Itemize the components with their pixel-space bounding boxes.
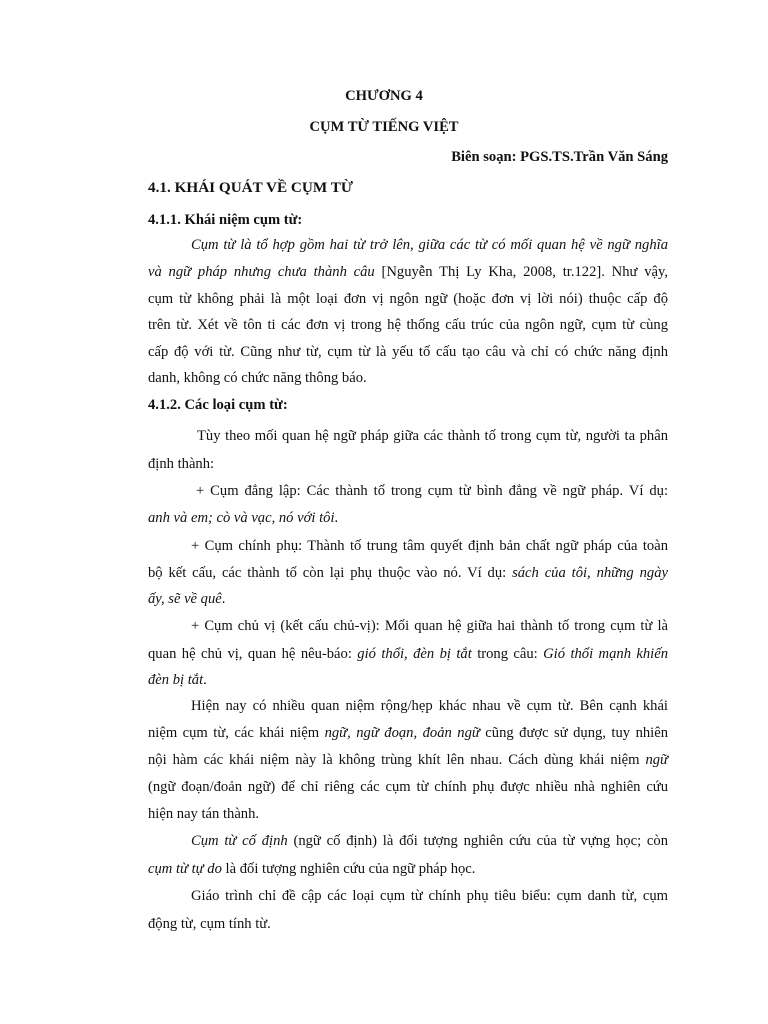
fixed-text: (ngữ cố định) là đối tượng nghiên cứu của từ vựng học; còn [287,833,668,849]
types-intro-line-2: định thành: [148,456,215,472]
views-line-5: hiện nay tán thành. [148,806,260,822]
definition-line-6: danh, không có chức năng thông báo. [148,370,367,386]
scope-line-2: động từ, cụm tính từ. [148,916,271,932]
coordinate-line-1: + Cụm đẳng lập: Các thành tố trong cụm từ bình đẳng về ngữ pháp. Ví dụ: [196,483,668,499]
section-heading-4-1-1: 4.1.1. Khái niệm cụm từ: [148,212,303,228]
section-heading-4-1: 4.1. KHÁI QUÁT VỀ CỤM TỪ [148,179,353,196]
free-term: cụm từ tự do [148,861,222,877]
fixed-term: Cụm từ cố định [191,833,288,849]
subordinate-text: bộ kết cấu, các thành tố còn lại phụ thuộc vào nó. Ví dụ: [148,565,513,581]
sp-text-c: trong câu: [471,646,544,662]
scope-line-1: Giáo trình chỉ đề cập các loại cụm từ chính phụ tiêu biểu: cụm danh từ, cụm [191,888,668,904]
views-line-4: (ngữ đoạn/đoản ngữ) để chỉ riêng các cụm từ chính phụ được nhiều nhà nghiên cứu [148,779,668,795]
views-text-c: cũng được sử dụng, tuy nhiên [479,725,668,741]
subordinate-examples: sách của tôi, những ngày [512,565,668,581]
views-line-1: Hiện nay có nhiều quan niệm rộng/hẹp khác nhau về cụm từ. Bên cạnh khái [191,698,668,714]
definition-line-1: Cụm từ là tổ hợp gồm hai từ trở lên, giữa các từ có mối quan hệ về ngữ nghĩa [191,237,668,253]
fixed-line-1 [191,832,668,850]
section-heading-4-1-2: 4.1.2. Các loại cụm từ: [148,397,288,413]
subject-predicate-line-1: + Cụm chủ vị (kết cấu chủ-vị): Mối quan hệ giữa hai thành tố trong cụm từ là [191,618,668,634]
subordinate-examples-end: ấy, sẽ về quê [148,591,222,607]
sp-period: . [203,672,207,688]
sp-sentence-end: đèn bị tắt [148,672,204,688]
definition-italic: và ngữ pháp nhưng chưa thành câu [148,264,375,280]
definition-line-4: trên từ. Xét về tôn ti các đơn vị trong hệ thống cấu trúc của ngôn ngữ, cụm từ cùng [148,317,668,333]
subordinate-line-3 [148,590,225,608]
fixed-line-2 [148,860,475,878]
chapter-label: CHƯƠNG 4 [345,88,423,104]
types-intro-line-1: Tùy theo mối quan hệ ngữ pháp giữa các thành tố trong cụm từ, người ta phân [197,428,668,444]
subject-predicate-line-2 [148,645,668,663]
definition-citation: [Nguyễn Thị Ly Kha, 2008, tr.122]. Như vậy, [374,264,668,280]
subordinate-line-2 [148,564,668,582]
views-term-ngu: ngữ [645,752,668,768]
sp-sentence: Gió thổi mạnh khiến [543,646,669,662]
chapter-title: CỤM TỪ TIẾNG VIỆT [309,119,459,135]
views-terms: ngữ, ngữ đoạn, đoản ngữ [324,725,480,741]
views-line-3 [148,751,668,769]
author-line: Biên soạn: PGS.TS.Trần Văn Sáng [451,149,668,165]
coordinate-period: . [334,510,339,526]
definition-line-3: cụm từ không phải là một loại đơn vị ngôn ngữ (hoặc đơn vị lời nói) thuộc cấp độ [148,291,668,307]
views-line-2 [148,724,668,742]
definition-line-5: cấp độ với từ. Cũng như từ, cụm từ là yếu tố cấu tạo câu và chỉ có chức năng định [148,344,668,360]
views-text-a: niệm cụm từ, các khái niệm [148,725,325,741]
coordinate-line-2 [148,509,338,527]
views-text-3a: nội hàm các khái niệm này là không trùng khít lên nhau. Cách dùng khái niệm [148,752,646,768]
subordinate-period: . [221,591,226,607]
subordinate-line-1: + Cụm chính phụ: Thành tố trung tâm quyết định bản chất ngữ pháp của toàn [191,538,668,554]
coordinate-examples: anh và em; cò và vạc, nó với tôi [148,510,335,526]
sp-examples: gió thổi, đèn bị tắt [357,646,472,662]
free-text: là đối tượng nghiên cứu của ngữ pháp học. [221,861,476,877]
sp-text-a: quan hệ chủ vị, quan hệ nêu-báo: [148,646,358,662]
definition-line-2 [148,263,668,281]
subject-predicate-line-3 [148,671,207,689]
